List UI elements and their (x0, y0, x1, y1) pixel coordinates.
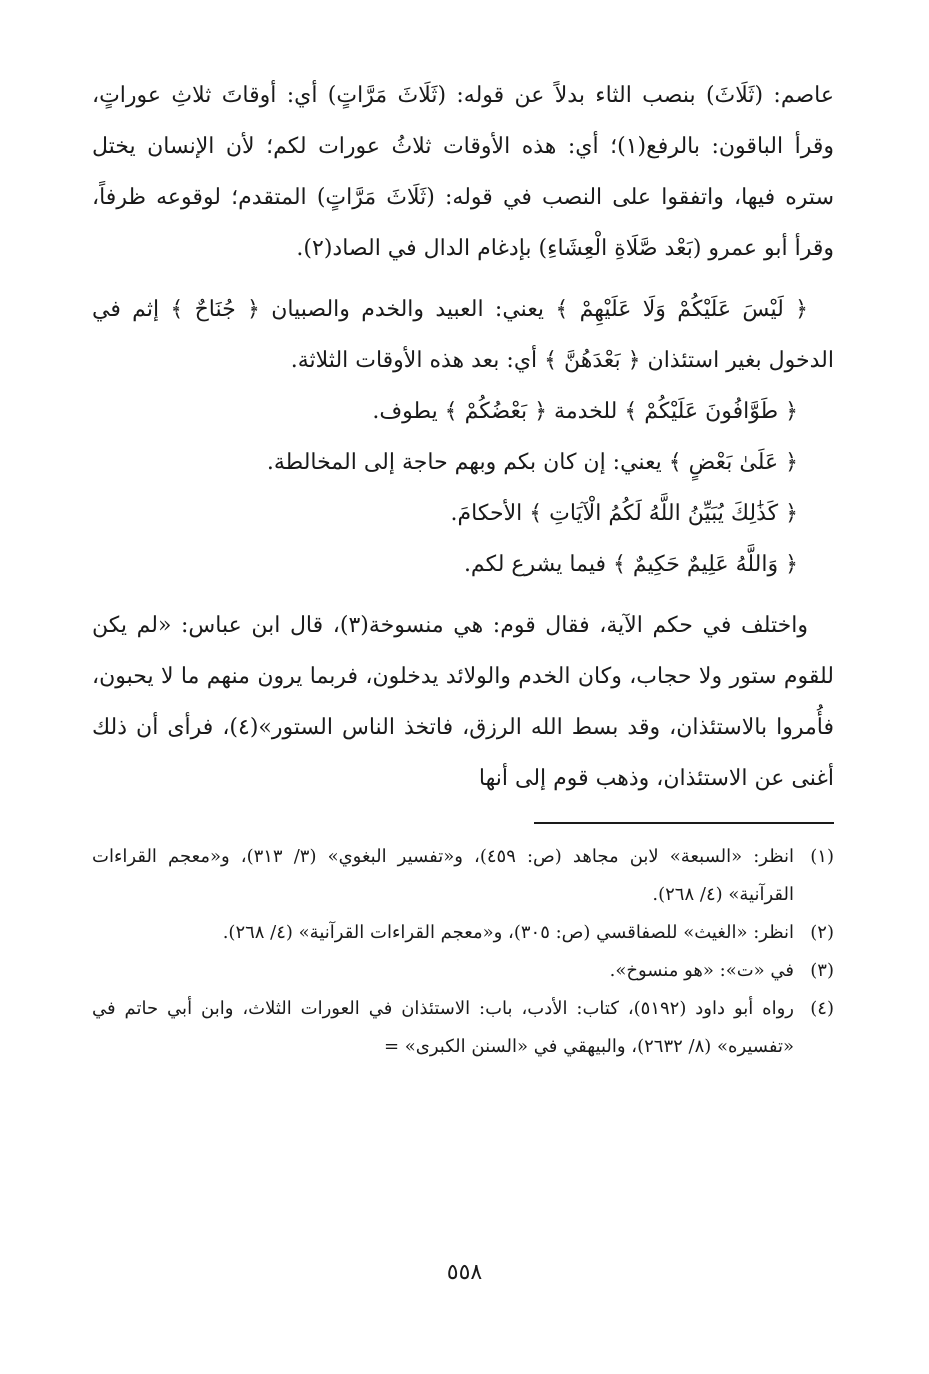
main-text (92, 70, 834, 804)
verse-line-4: ﴿ وَاللَّهُ عَلِيمٌ حَكِيمٌ ﴾ فيما يشرع لكم. (463, 552, 798, 577)
verse-line-1: ﴿ طَوَّافُونَ عَلَيْكُمْ ﴾ للخدمة ﴿ بَعْضُكُمْ ﴾ يطوف. (372, 399, 798, 424)
verse-line-3: ﴿ كَذَٰلِكَ يُبَيِّنُ اللَّهُ لَكُمُ الْآيَاتِ ﴾ الأحكامَ. (450, 501, 798, 526)
footnote-text: انظر: «الغيث» للصفاقسي (ص: ٣٠٥)، و«معجم القراءات القرآنية» (٤/ ٢٦٨). (222, 922, 794, 943)
footnote-number: (١) (810, 846, 834, 867)
footnote-number: (٣) (810, 960, 834, 981)
paragraph-reading-variants: عاصم: (ثَلَاثَ) بنصب الثاء بدلاً عن قوله: (ثَلَاثَ مَرَّاتٍ) أي: أوقاتَ ثلاثِ عوراتٍ، وقرأ الباقون: بالرفع(١)؛ أي: هذه الأوقات ثلاثُ عورات لكم؛ لأن الإنسان يختل ستره فيها، واتفقوا على النصب في قوله: (ثَلَاثَ مَرَّاتٍ) المتقدم؛ لوقوعه ظرفاً، وقرأ أبو عمرو (بَعْد صَّلَاةِ الْعِشَاءِ) بإدغام الدال في الصاد(٢). (92, 83, 834, 261)
page-content (92, 70, 834, 1066)
paragraph-verse-explanation: ﴿ لَيْسَ عَلَيْكُمْ وَلَا عَلَيْهِمْ ﴾ يعني: العبيد والخدم والصبيان ﴿ جُنَاحٌ ﴾ إثم في الدخول بغير استئذان ﴿ بَعْدَهُنَّ ﴾ أي: بعد هذه الأوقات الثلاثة. (92, 297, 834, 373)
footnote-3 (92, 952, 834, 990)
footnote-4 (92, 990, 834, 1066)
footnote-text: انظر: «السبعة» لابن مجاهد (ص: ٤٥٩)، و«تفسير البغوي» (٣/ ٣١٣)، و«معجم القراءات القرآنية» (٤/ ٢٦٨). (92, 846, 794, 905)
footnote-text: رواه أبو داود (٥١٩٢)، كتاب: الأدب، باب: الاستئذان في العورات الثلاث، وابن أبي حاتم في «تفسيره» (٨/ ٢٦٣٢)، والبيهقي في «السنن الكبرى» = (92, 998, 794, 1057)
page-number: ٥٥٨ (446, 1260, 483, 1285)
footnote-number: (٤) (810, 998, 834, 1019)
footnote-2 (92, 914, 834, 952)
verse-line-2: ﴿ عَلَىٰ بَعْضٍ ﴾ يعني: إن كان بكم وبهم حاجة إلى المخالطة. (266, 450, 798, 475)
footnote-separator (534, 822, 834, 824)
paragraph-ruling-discussion: واختلف في حكم الآية، فقال قوم: هي منسوخة(٣)، قال ابن عباس: «لم يكن للقوم ستور ولا حجاب، وكان الخدم والولائد يدخلون، فربما يرون منهم ما لا يحبون، فأُمروا بالاستئذان، وقد بسط الله الرزق، فاتخذ الناس الستور»(٤)، فرأى أن ذلك أغنى عن الاستئذان، وذهب قوم إلى أنها (92, 613, 834, 791)
footnote-number: (٢) (810, 922, 834, 943)
footnotes (92, 838, 834, 1066)
footnote-1 (92, 838, 834, 914)
footnote-text: في «ت»: «هو منسوخ». (609, 960, 794, 981)
